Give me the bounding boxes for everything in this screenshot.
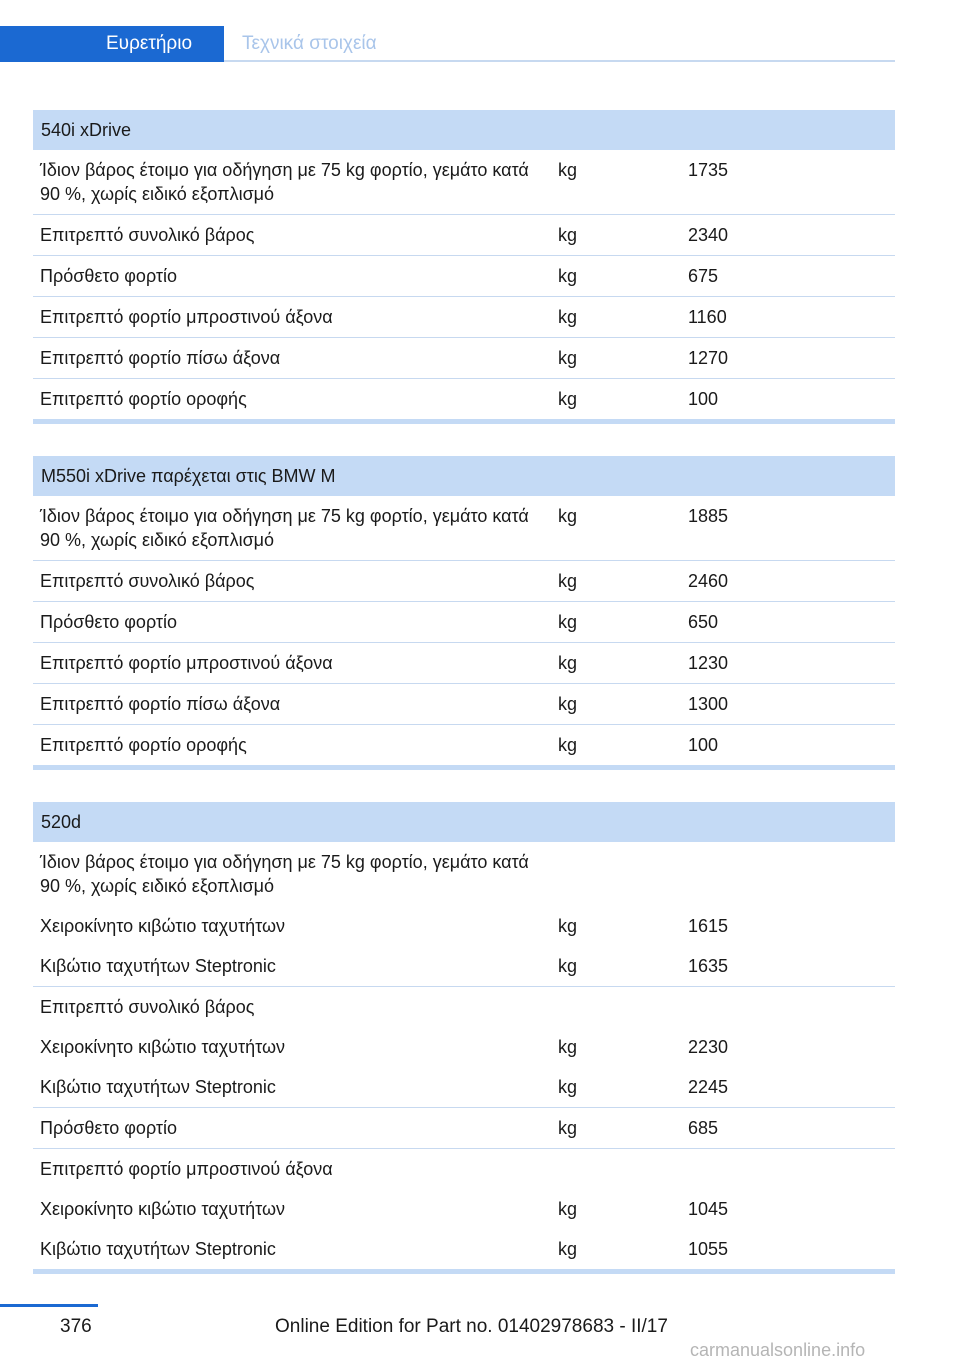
row-value: 1615 <box>688 916 729 936</box>
row-label: Επιτρεπτό φορτίο πίσω άξονα <box>40 348 281 368</box>
row-unit: kg <box>558 653 578 673</box>
spec-table <box>33 802 895 1274</box>
row-label: Κιβώτιο ταχυτήτων Steptronic <box>40 1077 276 1097</box>
row-value: 1055 <box>688 1239 729 1259</box>
row-label: Χειροκίνητο κιβώτιο ταχυτήτων <box>40 1199 286 1219</box>
row-unit: kg <box>558 571 578 591</box>
row-value: 675 <box>688 266 719 286</box>
row-value: 2230 <box>688 1037 729 1057</box>
page-header <box>0 26 895 62</box>
row-value: 2245 <box>688 1077 729 1097</box>
page-number: 376 <box>60 1316 92 1337</box>
row-label: Χειροκίνητο κιβώτιο ταχυτήτων <box>40 916 286 936</box>
row-unit: kg <box>558 307 578 327</box>
spec-table <box>33 456 895 770</box>
row-unit: kg <box>558 348 578 368</box>
watermark: carmanualsonline.info <box>690 1340 866 1360</box>
row-unit: kg <box>558 225 578 245</box>
table-row <box>33 297 895 338</box>
table-title: 540i xDrive <box>33 110 895 150</box>
table-row <box>33 256 895 297</box>
row-unit: kg <box>558 612 578 632</box>
spec-table <box>33 110 895 424</box>
row-label: Πρόσθετο φορτίο <box>40 1118 178 1138</box>
row-label: Επιτρεπτό φορτίο πίσω άξονα <box>40 694 281 714</box>
row-unit: kg <box>558 1199 578 1219</box>
row-value <box>681 1149 895 1189</box>
row-unit: kg <box>558 694 578 714</box>
row-label: Επιτρεπτό συνολικό βάρος <box>40 571 255 591</box>
row-label: Επιτρεπτό συνολικό βάρος <box>40 225 255 245</box>
row-unit: kg <box>558 1037 578 1057</box>
row-value: 1045 <box>688 1199 729 1219</box>
table-row <box>33 1027 895 1067</box>
row-value: 685 <box>688 1118 719 1138</box>
row-unit: kg <box>558 266 578 286</box>
row-unit: kg <box>558 389 578 409</box>
table-row <box>33 602 895 643</box>
row-value: 1160 <box>688 307 727 327</box>
row-unit: kg <box>558 1239 578 1259</box>
row-value: 100 <box>688 389 719 409</box>
row-label: Επιτρεπτό συνολικό βάρος <box>40 997 255 1017</box>
edition-info: Online Edition for Part no. 01402978683 - II/17 <box>275 1316 668 1337</box>
row-unit <box>551 842 681 906</box>
row-value <box>681 842 895 906</box>
row-label: Επιτρεπτό φορτίο μπροστινού άξονα <box>40 653 333 673</box>
row-value: 2340 <box>688 225 729 245</box>
row-value: 100 <box>688 735 719 755</box>
row-label: Επιτρεπτό φορτίο μπροστινού άξονα <box>40 1159 333 1179</box>
table-row <box>33 338 895 379</box>
row-value <box>681 987 895 1027</box>
row-value: 650 <box>688 612 719 632</box>
row-unit: kg <box>558 160 578 180</box>
table-row <box>33 1229 895 1274</box>
row-unit: kg <box>558 506 578 526</box>
row-unit <box>551 987 681 1027</box>
table-row <box>33 842 895 906</box>
row-label: Ίδιον βάρος έτοιμο για οδήγηση με 75 kg φορτίο, γεμάτο κατά 90 %, χωρίς ειδικό εξοπλισμό <box>40 506 529 550</box>
table-row <box>33 906 895 946</box>
row-unit: kg <box>558 735 578 755</box>
tab-technical-data[interactable]: Τεχνικά στοιχεία <box>242 33 377 54</box>
row-value: 2460 <box>688 571 729 591</box>
table-row <box>33 379 895 424</box>
row-label: Επιτρεπτό φορτίο μπροστινού άξονα <box>40 307 333 327</box>
row-label: Ίδιον βάρος έτοιμο για οδήγηση με 75 kg φορτίο, γεμάτο κατά 90 %, χωρίς ειδικό εξοπλισμό <box>40 852 529 896</box>
row-label: Κιβώτιο ταχυτήτων Steptronic <box>40 1239 276 1259</box>
row-value: 1635 <box>688 956 729 976</box>
footer-accent-line <box>0 1304 98 1307</box>
table-row <box>33 643 895 684</box>
table-row <box>33 946 895 987</box>
row-label: Επιτρεπτό φορτίο οροφής <box>40 735 247 755</box>
tab-index[interactable]: Ευρετήριο <box>0 26 224 62</box>
row-value: 1230 <box>688 653 729 673</box>
row-label: Πρόσθετο φορτίο <box>40 266 178 286</box>
table-row <box>33 684 895 725</box>
row-value: 1735 <box>688 160 729 180</box>
table-row <box>33 1149 895 1189</box>
row-unit: kg <box>558 916 578 936</box>
spec-tables <box>33 110 895 1306</box>
row-label: Επιτρεπτό φορτίο οροφής <box>40 389 247 409</box>
row-value: 1885 <box>688 506 729 526</box>
row-unit: kg <box>558 1118 578 1138</box>
row-label: Ίδιον βάρος έτοιμο για οδήγηση με 75 kg φορτίο, γεμάτο κατά 90 %, χωρίς ειδικό εξοπλισμό <box>40 160 529 204</box>
row-unit <box>551 1149 681 1189</box>
table-row <box>33 496 895 561</box>
table-row <box>33 1108 895 1149</box>
row-label: Χειροκίνητο κιβώτιο ταχυτήτων <box>40 1037 286 1057</box>
table-row <box>33 215 895 256</box>
row-value: 1300 <box>688 694 729 714</box>
row-unit: kg <box>558 1077 578 1097</box>
table-row <box>33 725 895 770</box>
table-row <box>33 987 895 1027</box>
table-title: M550i xDrive παρέχεται στις BMW M <box>33 456 895 496</box>
row-value: 1270 <box>688 348 729 368</box>
table-row <box>33 1067 895 1108</box>
row-unit: kg <box>558 956 578 976</box>
row-label: Κιβώτιο ταχυτήτων Steptronic <box>40 956 276 976</box>
table-row <box>33 561 895 602</box>
row-label: Πρόσθετο φορτίο <box>40 612 178 632</box>
table-row <box>33 150 895 215</box>
table-row <box>33 1189 895 1229</box>
table-title: 520d <box>33 802 895 842</box>
